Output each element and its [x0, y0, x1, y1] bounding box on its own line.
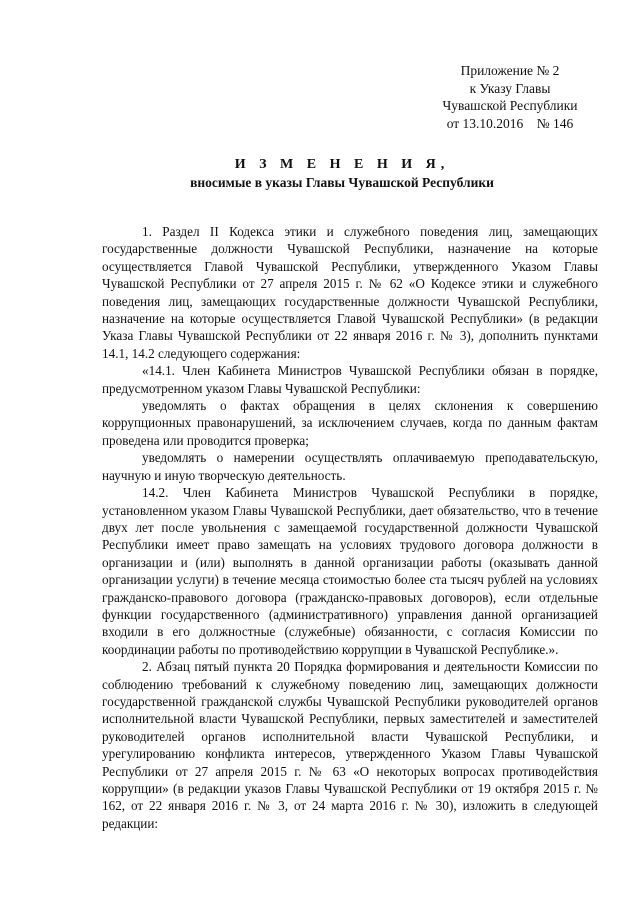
paragraph-2: 2. Абзац пятый пункта 20 Порядка формирования и деятельности Комиссии по соблюдению требований к служебному поведению лиц, замещающих должности государственной гражданской службы Чувашской Республики руководителей органов исполнительной власти Чувашской Республики, первых заместителей и заместителей руководителей органов исполнительной власти Чувашской Республики, и урегулированию конфликта интересов, утвержденного Указом Главы Чувашской Республики от 27 апреля 2015 г. № 63 «О некоторых вопросах противодействия коррупции» (в редакции указов Главы Чувашской Республики от 19 октября 2015 г. № 162, от 22 января 2016 г. № 3, от 24 марта 2016 г. № 30), изложить в следующей редакции:	[102, 659, 598, 831]
appendix-block	[420, 62, 600, 132]
appendix-number: Приложение № 2	[460, 63, 560, 78]
appendix-date-number: от 13.10.2016 № 146	[446, 115, 574, 131]
paragraph-1: 1. Раздел II Кодекса этики и служебного поведения лиц, замещающих государственные должности Чувашской Республики, назначение на которые осуществляется Главой Чувашской Республики, утвержденного Указом Главы Чувашской Республики от 27 апреля 2015 г. № 62 «О Кодексе этики и служебного поведения лиц, замещающих государственные должности Чувашской Республики, назначение на которые осуществляется Главой Чувашской Республики» (в редакции Указа Главы Чувашской Республики от 22 января 2016 г. № 3), дополнить пунктами 14.1, 14.2 следующего содержания:	[102, 224, 598, 361]
document-title: И З М Е Н Е Н И Я,	[234, 157, 450, 172]
document-subtitle: вносимые в указы Главы Чувашской Республики	[190, 175, 494, 190]
appendix-decree-ref: к Указу Главы	[469, 80, 551, 96]
document-body	[102, 223, 598, 832]
paragraph-notify-corruption: уведомлять о фактах обращения в целях склонения к совершению коррупционных правонарушений, за исключением случаев, когда по данным фактам проведена или проводится проверка;	[102, 398, 598, 448]
paragraph-14-1: «14.1. Член Кабинета Министров Чувашской Республики обязан в порядке, предусмотренном указом Главы Чувашской Республики:	[102, 363, 598, 396]
paragraph-14-2: 14.2. Член Кабинета Министров Чувашской Республики в порядке, установленном указом Главы Чувашской Республики, дает обязательство, что в течение двух лет после увольнения с замещаемой государственной должности Чувашской Республики имеет право замещать на условиях трудового договора должности в организации и (или) выполнять в данной организации работы (оказывать данной организации услуги) в течение месяца стоимостью более ста тысяч рублей на условиях гражданско-правового договора (гражданско-правовых договоров), если отдельные функции государственного (административного) управления данной организацией входили в его должностные (служебные) обязанности, с согласия Комиссии по координации работы по противодействию коррупции в Чувашской Республике.».	[102, 485, 598, 657]
appendix-republic: Чувашской Республики	[442, 98, 578, 113]
paragraph-notify-teaching: уведомлять о намерении осуществлять оплачиваемую преподавательскую, научную и иную творческую деятельность.	[102, 450, 598, 483]
